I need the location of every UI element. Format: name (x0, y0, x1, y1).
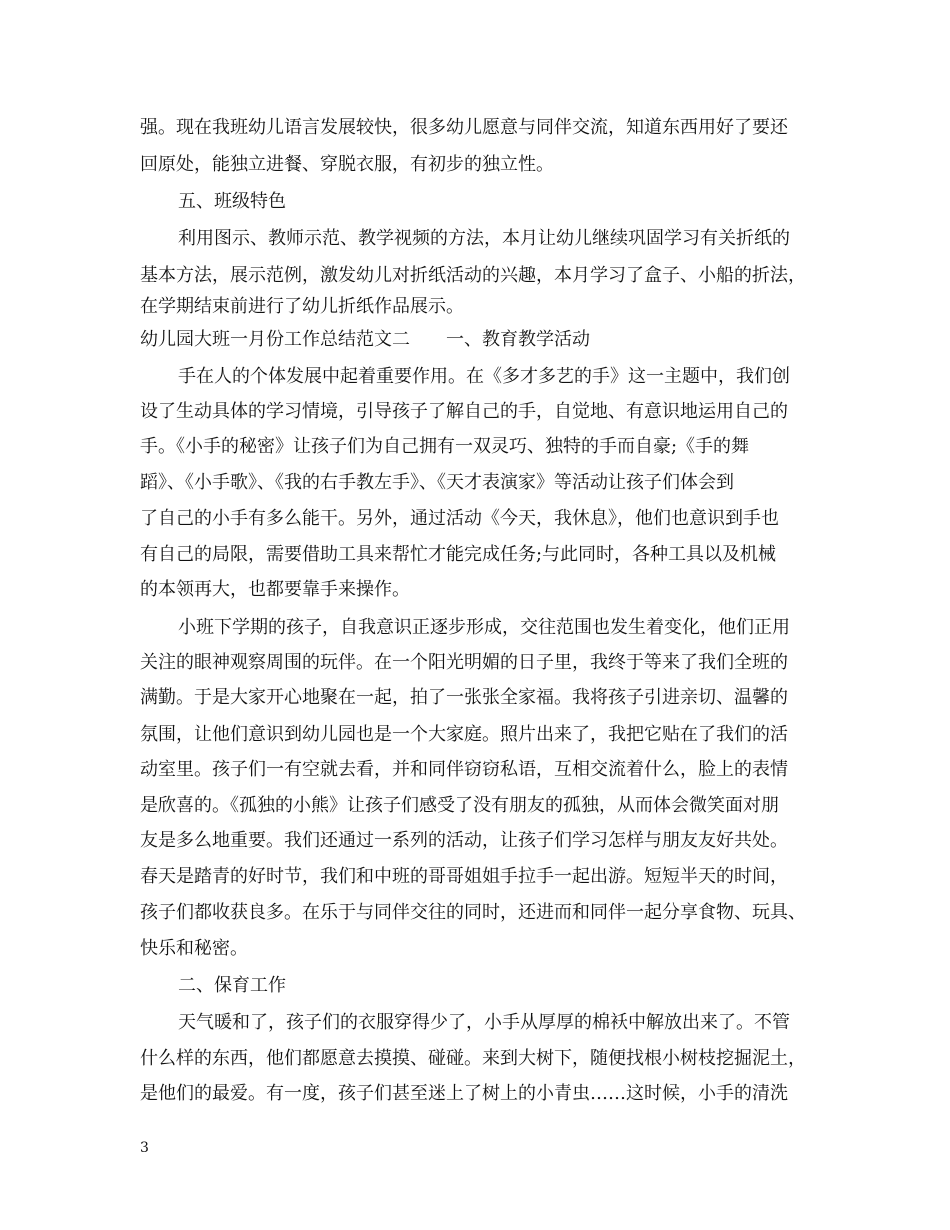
text-line: 孩子们都收获良多。在乐于与同伴交往的同时，还进而和同伴一起分享食物、玩具、 (140, 902, 806, 923)
text-line: 是欣喜的。《孤独的小熊》让孩子们感受了没有朋友的孤独，从而体会微笑面对朋 (140, 795, 779, 816)
text-line: 什么样的东西，他们都愿意去摸摸、碰碰。来到大树下，随便找根小树枝挖掘泥土， (140, 1048, 806, 1069)
text-line: 手。《小手的秘密》让孩子们为自己拥有一双灵巧、独特的手而自豪;《手的舞 (140, 436, 750, 457)
document-title: 幼儿园大班一月份工作总结范文二 一、教育教学活动 (140, 329, 590, 350)
text-line: 满勤。于是大家开心地聚在一起，拍了一张张全家福。我将孩子引进亲切、温馨的 (140, 687, 788, 708)
text-line: 关注的眼神观察周围的玩伴。在一个阳光明媚的日子里，我终于等来了我们全班的 (140, 652, 788, 673)
text-line: 快乐和秘密。 (140, 938, 248, 959)
text-line: 友是多么地重要。我们还通过一系列的活动，让孩子们学习怎样与朋友友好共处。 (140, 830, 788, 851)
text-line: 设了生动具体的学习情境，引导孩子了解自己的手，自觉地、有意识地运用自己的 (140, 401, 788, 422)
text-line: 的本领再大，也都要靠手来操作。 (140, 579, 410, 600)
page-number: 3 (140, 1140, 149, 1156)
text-line: 强。现在我班幼儿语言发展较快，很多幼儿愿意与同伴交流，知道东西用好了要还 (140, 117, 788, 138)
section-heading: 五、班级特色 (178, 191, 286, 212)
text-line: 了自己的小手有多么能干。另外，通过活动《今天，我休息》，他们也意识到手也 (140, 508, 779, 529)
text-line: 手在人的个体发展中起着重要作用。在《多才多艺的手》这一主题中，我们创 (178, 366, 790, 387)
text-line: 在学期结束前进行了幼儿折纸作品展示。 (140, 296, 464, 317)
text-line: 回原处，能独立进餐、穿脱衣服，有初步的独立性。 (140, 154, 554, 175)
text-line: 小班下学期的孩子，自我意识正逐步形成，交往范围也发生着变化，他们正用 (178, 617, 790, 638)
text-line: 动室里。孩子们一有空就去看，并和同伴窃窃私语，互相交流着什么，脸上的表情 (140, 759, 788, 780)
text-line: 基本方法，展示范例，激发幼儿对折纸活动的兴趣，本月学习了盒子、小船的折法， (140, 265, 806, 286)
text-line: 利用图示、教师示范、教学视频的方法，本月让幼儿继续巩固学习有关折纸的 (178, 228, 790, 249)
text-line: 氛围，让他们意识到幼儿园也是一个大家庭。照片出来了，我把它贴在了我们的活 (140, 724, 788, 745)
text-line: 天气暖和了，孩子们的衣服穿得少了，小手从厚厚的棉袄中解放出来了。不管 (178, 1012, 790, 1033)
text-line: 春天是踏青的好时节，我们和中班的哥哥姐姐手拉手一起出游。短短半天的时间， (140, 866, 788, 887)
text-line: 有自己的局限，需要借助工具来帮忙才能完成任务;与此同时，各种工具以及机械 (140, 544, 777, 565)
section-heading: 二、保育工作 (178, 975, 286, 996)
text-line: 蹈》、《小手歌》、《我的右手教左手》、《天才表演家》等活动让孩子们体会到 (140, 472, 734, 493)
text-line: 是他们的最爱。有一度，孩子们甚至迷上了树上的小青虫……这时候，小手的清洗 (140, 1083, 788, 1104)
